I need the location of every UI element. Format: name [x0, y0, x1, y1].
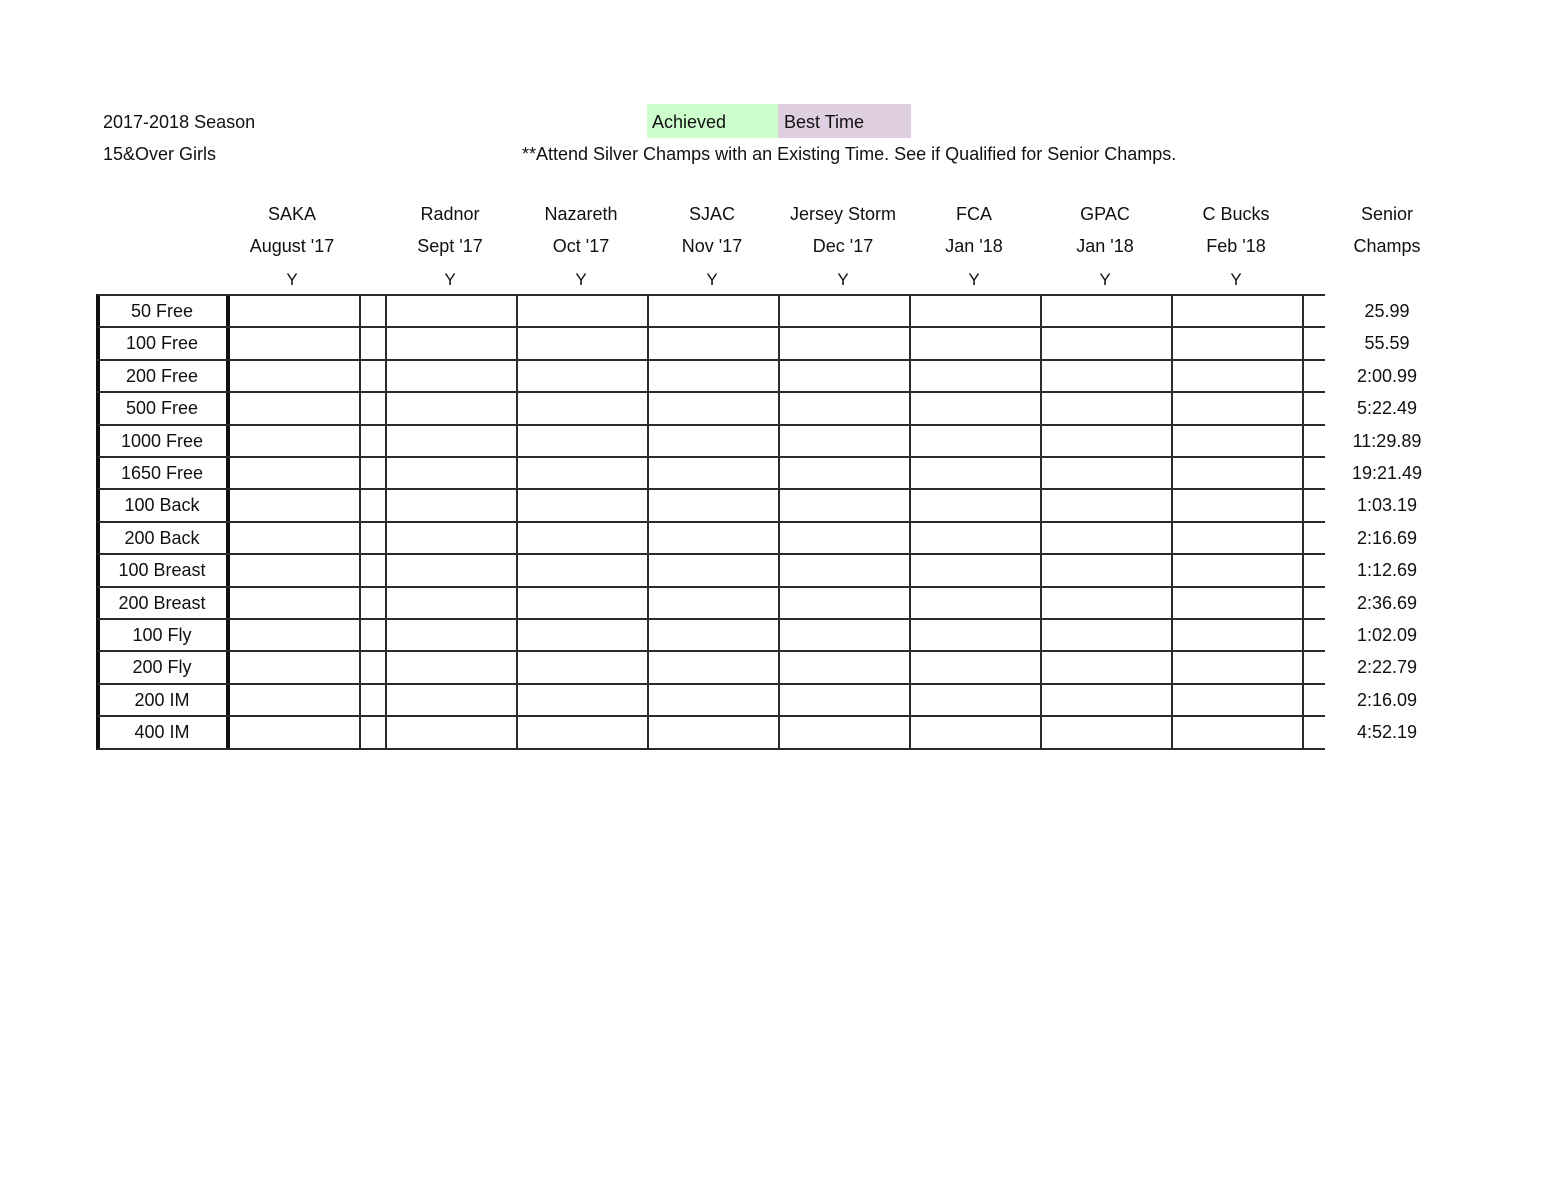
time-entry-cell[interactable] — [649, 523, 778, 553]
standard-time: 2:22.79 — [1356, 657, 1418, 678]
time-entry-cell[interactable] — [780, 588, 909, 618]
time-entry-cell[interactable] — [387, 523, 516, 553]
time-entry-cell[interactable] — [387, 458, 516, 488]
time-entry-cell[interactable] — [780, 296, 909, 326]
time-entry-cell[interactable] — [780, 685, 909, 715]
time-entry-cell[interactable] — [387, 328, 516, 358]
time-entry-cell[interactable] — [780, 555, 909, 585]
standard-time: 5:22.49 — [1356, 398, 1418, 419]
time-entry-cell[interactable] — [1042, 490, 1171, 520]
time-entry-cell[interactable] — [1042, 652, 1171, 682]
standard-time: 1:03.19 — [1356, 495, 1418, 516]
meet-date: Sept '17 — [417, 236, 483, 256]
time-entry-cell[interactable] — [649, 717, 778, 747]
time-entry-cell[interactable] — [1042, 393, 1171, 423]
standard-time: 25.99 — [1364, 301, 1410, 321]
time-entry-cell[interactable] — [387, 588, 516, 618]
time-entry-cell[interactable] — [518, 523, 647, 553]
meet-flag: Y — [837, 270, 849, 289]
time-entry-cell[interactable] — [518, 458, 647, 488]
legend-best-time-label: Best Time — [784, 112, 865, 132]
time-entry-cell[interactable] — [229, 652, 359, 682]
time-entry-cell[interactable] — [911, 458, 1040, 488]
event-name: 200 IM — [134, 689, 190, 710]
time-entry-cell[interactable] — [387, 361, 516, 391]
time-entry-cell[interactable] — [361, 393, 385, 423]
standard-name: Senior — [1360, 204, 1414, 224]
meet-name: Jersey Storm — [789, 204, 897, 224]
time-entry-cell[interactable] — [780, 393, 909, 423]
meet-date: Nov '17 — [681, 236, 743, 256]
time-entry-cell[interactable] — [911, 555, 1040, 585]
time-entry-cell[interactable] — [1042, 361, 1171, 391]
time-entry-cell[interactable] — [518, 652, 647, 682]
standard-time: 1:12.69 — [1356, 560, 1418, 581]
time-entry-cell[interactable] — [1173, 588, 1302, 618]
time-entry-cell[interactable] — [229, 328, 359, 358]
time-entry-cell[interactable] — [1173, 652, 1302, 682]
time-entry-cell[interactable] — [229, 523, 359, 553]
age-group-label: 15&Over Girls — [103, 144, 217, 164]
time-entry-cell[interactable] — [649, 652, 778, 682]
time-entry-cell[interactable] — [1173, 458, 1302, 488]
time-entry-cell[interactable] — [229, 490, 359, 520]
time-entry-cell[interactable] — [649, 555, 778, 585]
time-entry-cell[interactable] — [361, 555, 385, 585]
time-entry-cell[interactable] — [1173, 685, 1302, 715]
time-entry-cell[interactable] — [387, 620, 516, 650]
time-entry-cell[interactable] — [1042, 523, 1171, 553]
event-name: 1650 Free — [120, 463, 204, 483]
time-entry-cell[interactable] — [780, 652, 909, 682]
time-entry-cell[interactable] — [1042, 588, 1171, 618]
time-entry-cell[interactable] — [911, 361, 1040, 391]
time-entry-cell[interactable] — [229, 620, 359, 650]
time-entry-cell[interactable] — [229, 717, 359, 747]
event-name: 200 Back — [124, 527, 200, 548]
time-entry-cell[interactable] — [911, 296, 1040, 326]
qualification-note: **Attend Silver Champs with an Existing Time. See if Qualified for Senior Champs. — [522, 144, 1177, 164]
time-entry-cell[interactable] — [229, 361, 359, 391]
event-name: 500 Free — [125, 398, 199, 419]
time-entry-cell[interactable] — [911, 523, 1040, 553]
time-entry-cell[interactable] — [911, 620, 1040, 650]
season-title: 2017-2018 Season — [103, 112, 256, 132]
time-entry-cell[interactable] — [361, 328, 385, 358]
time-entry-cell[interactable] — [229, 588, 359, 618]
event-name: 200 Breast — [118, 592, 206, 613]
grid-row-line — [97, 748, 1325, 750]
time-entry-cell[interactable] — [649, 620, 778, 650]
standard-time: 2:16.69 — [1356, 527, 1418, 548]
time-entry-cell[interactable] — [780, 426, 909, 456]
time-entry-cell[interactable] — [361, 717, 385, 747]
time-entry-cell[interactable] — [518, 717, 647, 747]
time-entry-cell[interactable] — [780, 328, 909, 358]
event-name: 100 Back — [124, 495, 200, 516]
event-name: 50 Free — [130, 301, 194, 321]
meet-date: Feb '18 — [1206, 236, 1266, 256]
meet-flag: Y — [1230, 270, 1242, 289]
meet-flag: Y — [286, 270, 298, 289]
time-entry-cell[interactable] — [361, 620, 385, 650]
time-entry-cell[interactable] — [1173, 328, 1302, 358]
time-entry-cell[interactable] — [911, 490, 1040, 520]
time-entry-cell[interactable] — [518, 490, 647, 520]
legend-achieved — [647, 104, 778, 138]
event-name: 400 IM — [134, 722, 190, 743]
time-entry-cell[interactable] — [1173, 426, 1302, 456]
time-entry-cell[interactable] — [649, 393, 778, 423]
time-entry-cell[interactable] — [518, 361, 647, 391]
time-entry-cell[interactable] — [229, 426, 359, 456]
time-entry-cell[interactable] — [518, 588, 647, 618]
time-entry-cell[interactable] — [387, 296, 516, 326]
time-entry-cell[interactable] — [911, 393, 1040, 423]
meet-flag: Y — [575, 270, 587, 289]
time-entry-cell[interactable] — [780, 717, 909, 747]
meet-date: Dec '17 — [812, 236, 874, 256]
legend-achieved-label: Achieved — [652, 112, 727, 132]
time-entry-cell[interactable] — [649, 426, 778, 456]
time-entry-cell[interactable] — [780, 620, 909, 650]
time-entry-cell[interactable] — [229, 555, 359, 585]
time-entry-cell[interactable] — [649, 588, 778, 618]
time-entry-cell[interactable] — [229, 685, 359, 715]
event-name: 200 Free — [125, 365, 199, 386]
meet-date: Jan '18 — [945, 236, 1003, 256]
event-name: 100 Free — [125, 333, 199, 354]
time-entry-cell[interactable] — [649, 296, 778, 326]
time-entry-cell[interactable] — [649, 685, 778, 715]
time-entry-cell[interactable] — [387, 685, 516, 715]
time-entry-cell[interactable] — [1173, 393, 1302, 423]
time-entry-cell[interactable] — [1042, 717, 1171, 747]
time-entry-cell[interactable] — [518, 426, 647, 456]
time-entry-cell[interactable] — [1042, 685, 1171, 715]
event-name: 200 Fly — [132, 657, 192, 678]
time-entry-cell[interactable] — [518, 685, 647, 715]
time-entry-cell[interactable] — [780, 361, 909, 391]
standard-time: 55.59 — [1364, 333, 1410, 354]
standard-sub: Champs — [1353, 236, 1421, 256]
standard-time: 19:21.49 — [1351, 463, 1423, 483]
meet-name: Nazareth — [544, 204, 618, 224]
time-entry-cell[interactable] — [1042, 620, 1171, 650]
time-entry-cell[interactable] — [780, 523, 909, 553]
standard-time: 1:02.09 — [1356, 625, 1418, 645]
event-name: 100 Fly — [132, 625, 192, 645]
time-entry-cell[interactable] — [361, 685, 385, 715]
time-entry-cell[interactable] — [1173, 361, 1302, 391]
time-entry-cell[interactable] — [387, 717, 516, 747]
meet-name: SAKA — [267, 204, 317, 224]
time-entry-cell[interactable] — [361, 588, 385, 618]
time-entry-cell[interactable] — [649, 490, 778, 520]
meet-flag: Y — [706, 270, 718, 289]
event-name: 100 Breast — [118, 560, 206, 581]
time-entry-cell[interactable] — [1173, 490, 1302, 520]
time-entry-cell[interactable] — [361, 490, 385, 520]
meet-flag: Y — [444, 270, 456, 289]
time-entry-cell[interactable] — [518, 296, 647, 326]
time-entry-cell[interactable] — [649, 361, 778, 391]
time-entry-cell[interactable] — [361, 426, 385, 456]
meet-date: Jan '18 — [1076, 236, 1134, 256]
time-entry-cell[interactable] — [911, 685, 1040, 715]
time-entry-cell[interactable] — [1042, 296, 1171, 326]
time-entry-cell[interactable] — [361, 296, 385, 326]
time-entry-cell[interactable] — [1173, 620, 1302, 650]
time-entry-cell[interactable] — [387, 652, 516, 682]
time-entry-cell[interactable] — [1042, 458, 1171, 488]
time-entry-cell[interactable] — [518, 393, 647, 423]
time-entry-cell[interactable] — [1042, 426, 1171, 456]
time-entry-cell[interactable] — [518, 328, 647, 358]
meet-name: GPAC — [1080, 204, 1130, 224]
time-entry-cell[interactable] — [780, 458, 909, 488]
time-entry-cell[interactable] — [229, 458, 359, 488]
time-entry-cell[interactable] — [780, 490, 909, 520]
time-entry-cell[interactable] — [1173, 523, 1302, 553]
time-entry-cell[interactable] — [911, 426, 1040, 456]
time-entry-cell[interactable] — [387, 490, 516, 520]
time-entry-cell[interactable] — [649, 328, 778, 358]
time-entry-cell[interactable] — [518, 555, 647, 585]
time-entry-cell[interactable] — [911, 328, 1040, 358]
standard-time: 4:52.19 — [1356, 722, 1418, 743]
meet-name: C Bucks — [1202, 204, 1270, 224]
time-entry-cell[interactable] — [1173, 296, 1302, 326]
meet-flag: Y — [1099, 270, 1111, 289]
time-entry-cell[interactable] — [911, 717, 1040, 747]
time-entry-cell[interactable] — [361, 458, 385, 488]
time-entry-cell[interactable] — [1042, 328, 1171, 358]
time-entry-cell[interactable] — [361, 523, 385, 553]
time-entry-cell[interactable] — [361, 652, 385, 682]
meet-flag: Y — [968, 270, 980, 289]
time-entry-cell[interactable] — [387, 555, 516, 585]
meet-date: August '17 — [249, 236, 335, 256]
time-entry-cell[interactable] — [518, 620, 647, 650]
time-entry-cell[interactable] — [229, 296, 359, 326]
time-entry-cell[interactable] — [361, 361, 385, 391]
meet-name: FCA — [956, 204, 992, 224]
event-name: 1000 Free — [120, 430, 204, 451]
meet-date: Oct '17 — [552, 236, 610, 256]
time-entry-cell[interactable] — [387, 426, 516, 456]
time-entry-cell[interactable] — [229, 393, 359, 423]
standard-time: 11:29.89 — [1352, 430, 1422, 451]
time-entry-cell[interactable] — [1173, 717, 1302, 747]
legend-best-time — [778, 104, 911, 138]
time-entry-cell[interactable] — [911, 652, 1040, 682]
standard-time: 2:36.69 — [1356, 592, 1418, 613]
time-entry-cell[interactable] — [1042, 555, 1171, 585]
meet-name: Radnor — [420, 204, 480, 224]
standard-time: 2:16.09 — [1356, 689, 1418, 710]
time-entry-cell[interactable] — [911, 588, 1040, 618]
time-entry-cell[interactable] — [387, 393, 516, 423]
meet-name: SJAC — [688, 204, 735, 224]
time-entry-cell[interactable] — [1173, 555, 1302, 585]
standard-time: 2:00.99 — [1356, 365, 1418, 386]
time-entry-cell[interactable] — [649, 458, 778, 488]
